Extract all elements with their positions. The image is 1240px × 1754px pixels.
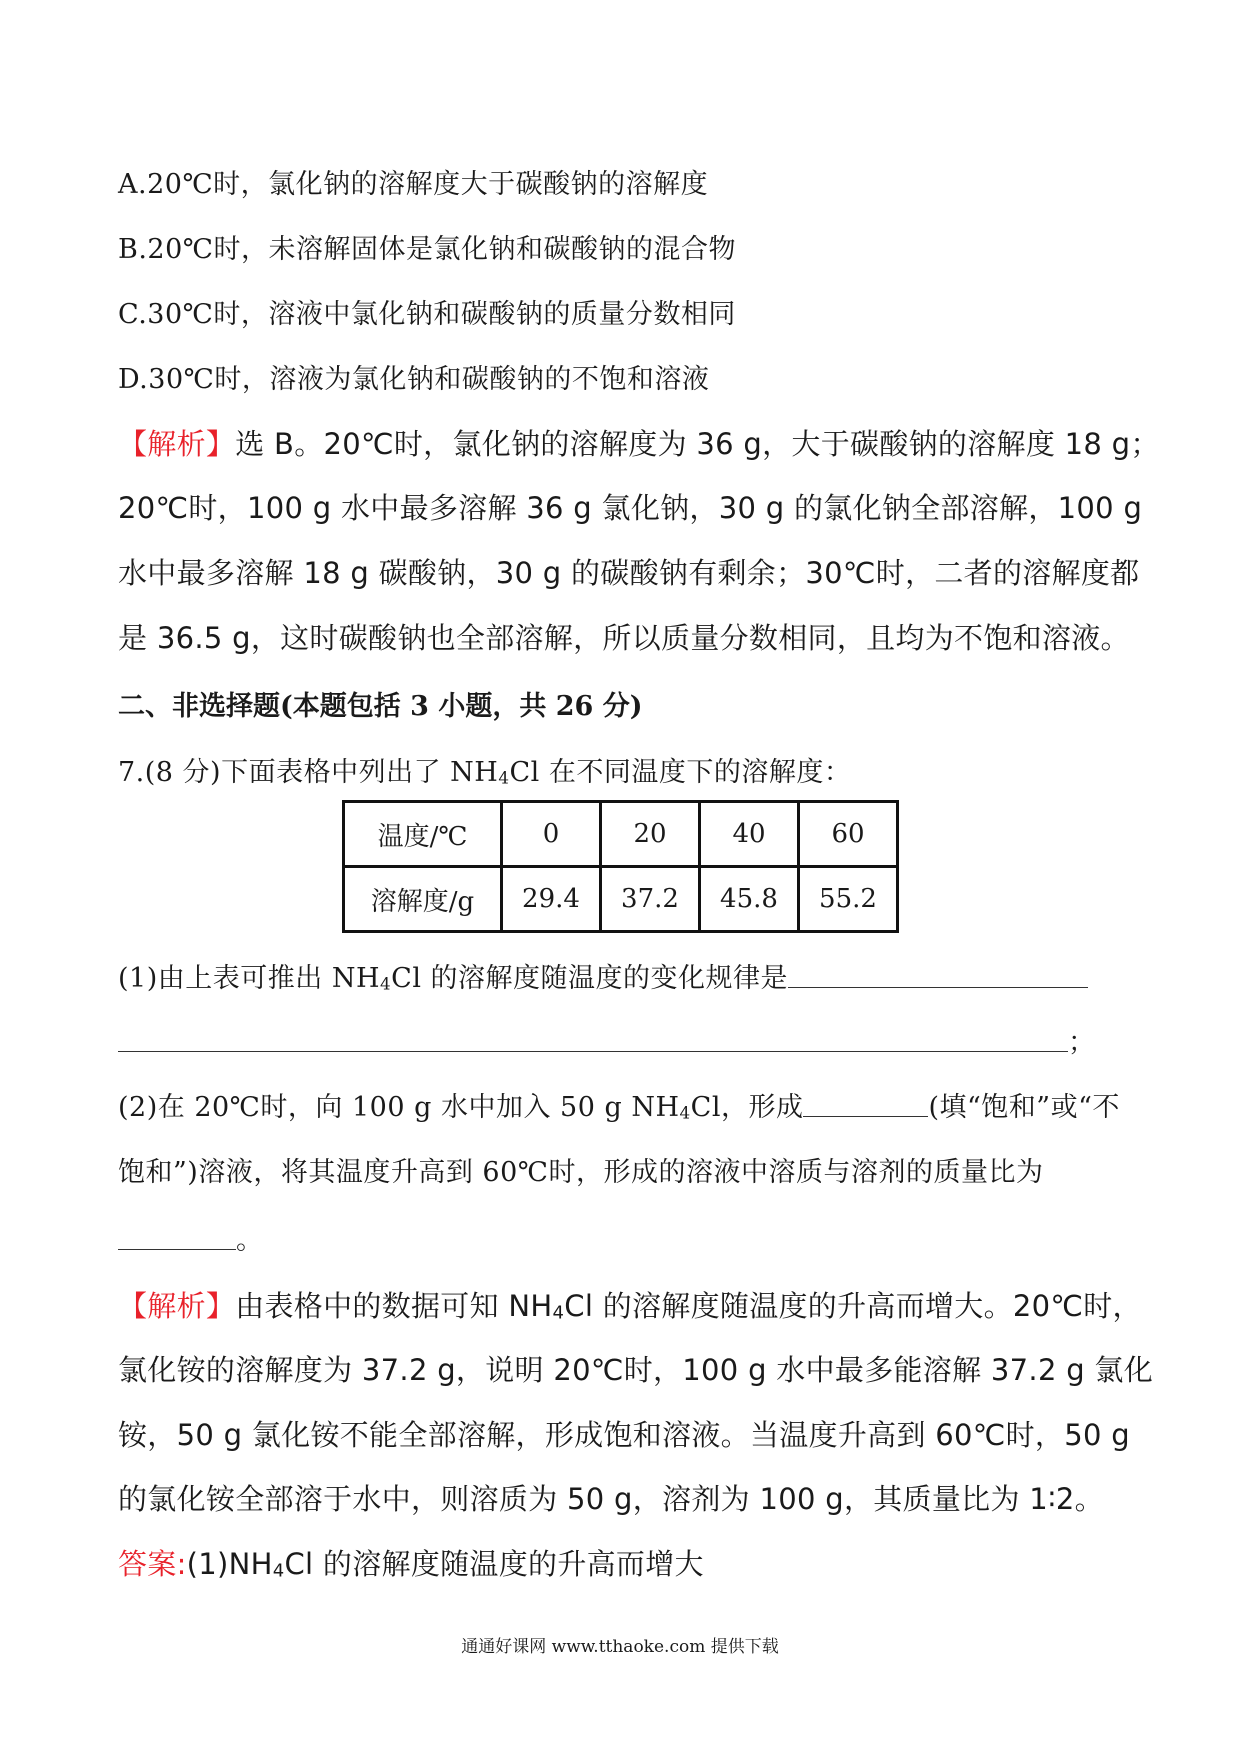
temperature-header: 温度/℃ <box>344 802 502 867</box>
analysis-2-line-4: 的氯化铵全部溶于水中，则溶质为 50 g，溶剂为 100 g，其质量比为 1∶2。 <box>118 1482 1104 1516</box>
q7-p2-sub: 4 <box>679 1102 691 1123</box>
q7-p2-end: 。 <box>236 1225 264 1256</box>
q7-part-2-line-3 <box>118 1218 264 1257</box>
q7-p2-b: Cl，形成 <box>690 1092 804 1123</box>
answer-blank <box>118 1225 236 1250</box>
q7-p2-a: (2)在 20℃时，向 100 g 水中加入 50 g NH <box>118 1092 680 1123</box>
q7-p1-end: ； <box>1068 1027 1096 1058</box>
section-title: 二、非选择题(本题包括 3 小题，共 26 分) <box>118 691 643 722</box>
analysis-1-tag: 【解析】 <box>118 427 236 461</box>
q7-p1-b: Cl 的溶解度随温度的变化规律是 <box>391 963 789 994</box>
answer-blank <box>788 963 1088 988</box>
solubility-cell: 55.2 <box>799 867 898 932</box>
q7-part-1-cont <box>118 1020 1096 1059</box>
answer-label: 答案: <box>118 1547 187 1581</box>
option-b: B.20℃时，未溶解固体是氯化钠和碳酸钠的混合物 <box>118 234 736 265</box>
page-footer: 通通好课网 www.tthaoke.com 提供下载 <box>461 1637 779 1657</box>
option-d: D.30℃时，溶液为氯化钠和碳酸钠的不饱和溶液 <box>118 364 710 395</box>
table-row <box>344 867 898 932</box>
table-row <box>344 802 898 867</box>
solubility-cell: 37.2 <box>601 867 700 932</box>
q7-intro-b: Cl 在不同温度下的溶解度： <box>509 757 852 788</box>
solubility-cell: 29.4 <box>502 867 601 932</box>
q7-p2-c: (填“饱和”或“不 <box>928 1092 1120 1123</box>
option-c: C.30℃时，溶液中氯化钠和碳酸钠的质量分数相同 <box>118 299 736 330</box>
answer-text-b: Cl 的溶解度随温度的升高而增大 <box>284 1547 704 1581</box>
answer-blank <box>803 1092 928 1117</box>
analysis-2-sub: 4 <box>552 1302 565 1324</box>
analysis-2-tag: 【解析】 <box>118 1289 236 1323</box>
analysis-2-line-2: 氯化铵的溶解度为 37.2 g，说明 20℃时，100 g 水中最多能溶解 37.2 g 氯化 <box>118 1353 1154 1387</box>
temp-cell: 0 <box>502 802 601 867</box>
temp-cell: 40 <box>700 802 799 867</box>
analysis-2-text-b: Cl 的溶解度随温度的升高而增大。20℃时， <box>564 1289 1142 1323</box>
option-a: A.20℃时，氯化钠的溶解度大于碳酸钠的溶解度 <box>118 169 709 200</box>
analysis-2-line-1 <box>118 1284 1142 1325</box>
q7-p1-a: (1)由上表可推出 NH <box>118 963 380 994</box>
q7-part-2-line-2: 饱和”)溶液，将其温度升高到 60℃时，形成的溶液中溶质与溶剂的质量比为 <box>118 1157 1044 1188</box>
analysis-1-line-2: 20℃时，100 g 水中最多溶解 36 g 氯化钠，30 g 的氯化钠全部溶解，100 g <box>118 491 1143 525</box>
q7-part-2 <box>118 1085 1120 1124</box>
answer-blank <box>118 1027 1068 1052</box>
analysis-1-text-1: 选 B。20℃时，氯化钠的溶解度为 36 g，大于碳酸钠的溶解度 18 g； <box>235 427 1160 461</box>
analysis-1-line-4: 是 36.5 g，这时碳酸钠也全部溶解，所以质量分数相同，且均为不饱和溶液。 <box>118 621 1130 655</box>
temp-cell: 20 <box>601 802 700 867</box>
answer-line <box>118 1542 704 1583</box>
analysis-2-line-3: 铵，50 g 氯化铵不能全部溶解，形成饱和溶液。当温度升高到 60℃时，50 g <box>118 1418 1130 1452</box>
analysis-1-line-1 <box>118 422 1160 463</box>
q7-intro <box>118 750 851 789</box>
q7-intro-a: 7.(8 分)下面表格中列出了 NH <box>118 757 499 788</box>
answer-text-a: (1)NH <box>186 1547 273 1581</box>
q7-intro-sub: 4 <box>498 767 510 788</box>
solubility-table <box>342 800 899 933</box>
solubility-cell: 45.8 <box>700 867 799 932</box>
solubility-header: 溶解度/g <box>344 867 502 932</box>
q7-p1-sub: 4 <box>380 973 392 994</box>
temp-cell: 60 <box>799 802 898 867</box>
q7-part-1 <box>118 956 1088 995</box>
answer-sub: 4 <box>272 1560 285 1582</box>
analysis-1-line-3: 水中最多溶解 18 g 碳酸钠，30 g 的碳酸钠有剩余；30℃时，二者的溶解度都 <box>118 556 1140 590</box>
analysis-2-text-a: 由表格中的数据可知 NH <box>235 1289 553 1323</box>
